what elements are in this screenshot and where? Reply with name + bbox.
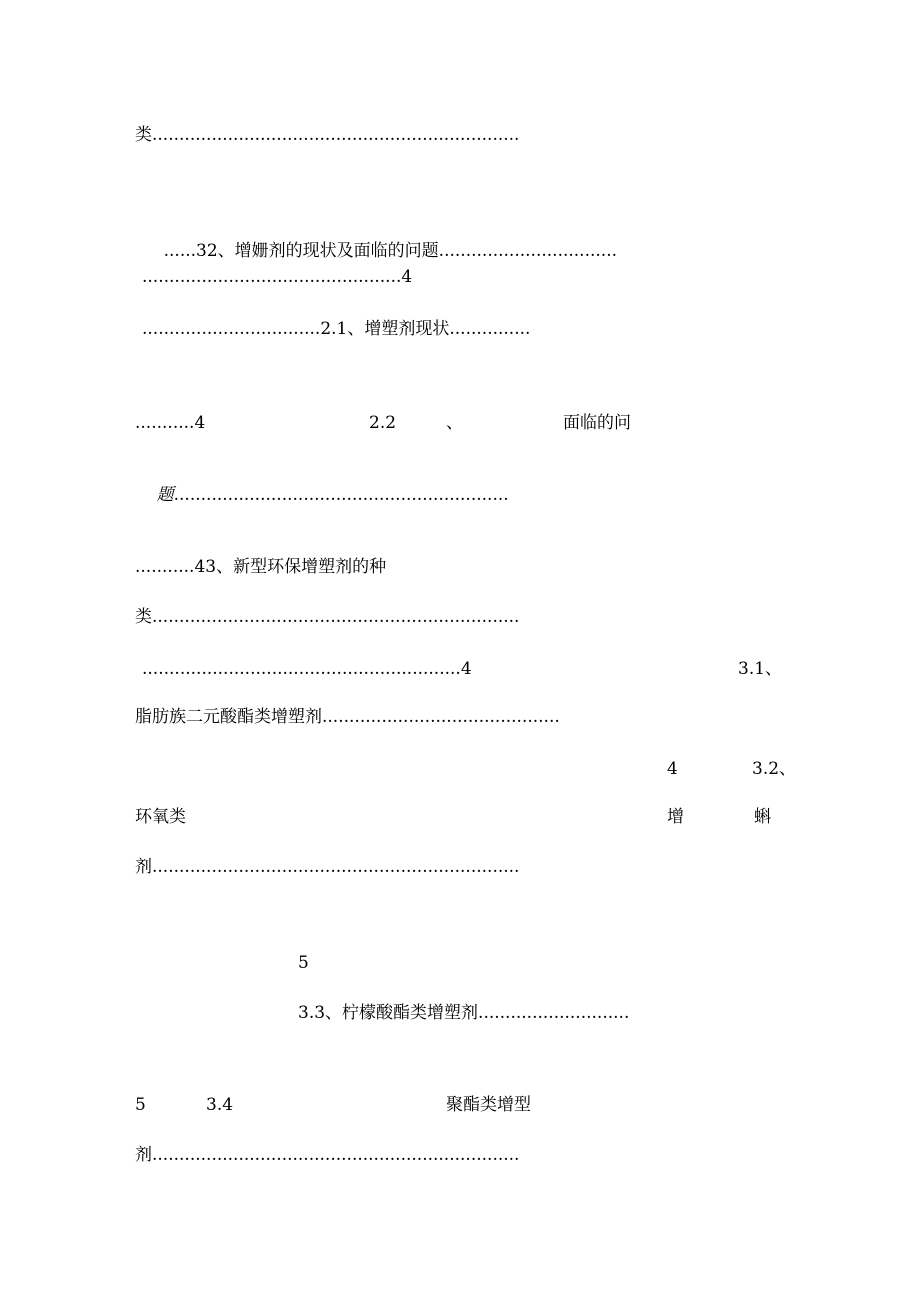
toc-line — [142, 218, 765, 261]
toc-heading: 蝌 — [754, 807, 771, 827]
toc-section-number: 3.1、 — [738, 659, 783, 679]
toc-dots: ...........4 — [135, 413, 206, 433]
toc-line: 类.................................................................... — [135, 607, 520, 627]
toc-line: .................................2.1、增塑剂现状............... — [142, 319, 531, 339]
toc-separator: 、 — [446, 413, 463, 433]
toc-section-number: 2.2 — [369, 413, 397, 433]
toc-dots: .............................................................. — [173, 485, 509, 505]
toc-line: 剂.................................................................... — [135, 1145, 520, 1165]
toc-section-number: 3.2、 — [752, 759, 797, 779]
toc-line: 脂肪族二元酸酯类增塑剂............................................ — [135, 707, 560, 727]
toc-page-number: 5 — [298, 953, 309, 973]
toc-dots: ...........................................................4 — [142, 659, 472, 679]
toc-line: 类.................................................................... — [135, 125, 520, 145]
toc-heading: 面临的问 — [563, 413, 631, 433]
toc-heading: 聚酯类增型 — [446, 1095, 531, 1115]
toc-page-number: 5 — [135, 1095, 146, 1115]
toc-section-number: 3.4 — [206, 1095, 234, 1115]
toc-line: ................................................4 — [142, 267, 413, 287]
toc-line: ...........43、新型环保增塑剂的种 — [135, 557, 387, 577]
toc-line: 剂.................................................................... — [135, 857, 520, 877]
toc-line: 3.3、柠檬酸酯类增塑剂............................ — [298, 1003, 630, 1023]
toc-text: ......32、增姗剂的现状及面临的问题................................. — [163, 241, 618, 261]
toc-heading-end: 题 — [156, 485, 174, 505]
toc-heading: 环氧类 — [135, 807, 186, 827]
toc-line — [135, 462, 765, 505]
toc-page-number: 4 — [667, 759, 678, 779]
toc-heading: 增 — [667, 807, 684, 827]
